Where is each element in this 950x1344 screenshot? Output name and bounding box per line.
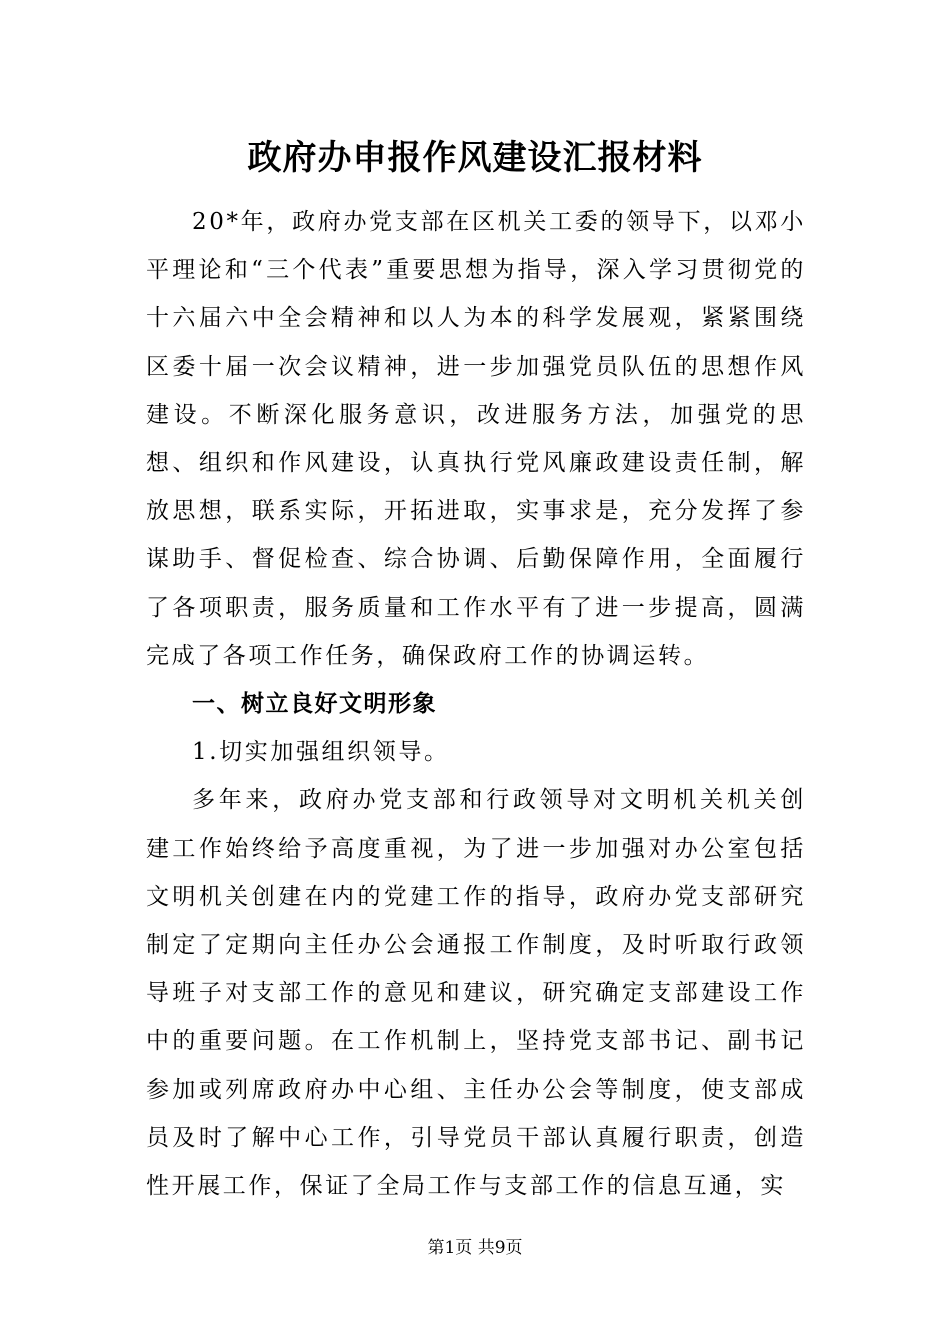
intro-paragraph: 20*年，政府办党支部在区机关工委的领导下，以邓小平理论和“三个代表”重要思想为指导，深入学习贯彻党的十六届六中全会精神和以人为本的科学发展观，紧紧围绕区委十届一次会议精神，进一步加强党员队伍的思想作风建设。不断深化服务意识，改进服务方法，加强党的思想、组织和作风建设，认真执行党风廉政建设责任制，解放思想，联系实际，开拓进取，实事求是，充分发挥了参谋助手、督促检查、综合协调、后勤保障作用，全面履行了各项职责，服务质量和工作水平有了进一步提高，圆满完成了各项工作任务，确保政府工作的协调运转。 [146, 209, 806, 669]
subsection-heading: 1.切实加强组织领导。 [192, 739, 450, 766]
body-paragraph: 多年来，政府办党支部和行政领导对文明机关机关创建工作始终给予高度重视，为了进一步加强对办公室包括文明机关创建在内的党建工作的指导，政府办党支部研究制定了定期向主任办公会通报工作制度，及时听取行政领导班子对支部工作的意见和建议，研究确定支部建设工作中的重要问题。在工作机制上，坚持党支部书记、副书记参加或列席政府办中心组、主任办公会等制度，使支部成员及时了解中心工作，引导党员干部认真履行职责，创造性开展工作，保证了全局工作与支部工作的信息互通，实 [146, 787, 806, 1200]
section-heading: 一、树立良好文明形象 [192, 690, 437, 718]
document-title: 政府办申报作风建设汇报材料 [247, 138, 703, 178]
page-number-footer: 第1页 共9页 [427, 1238, 523, 1258]
document-body [146, 198, 806, 1210]
